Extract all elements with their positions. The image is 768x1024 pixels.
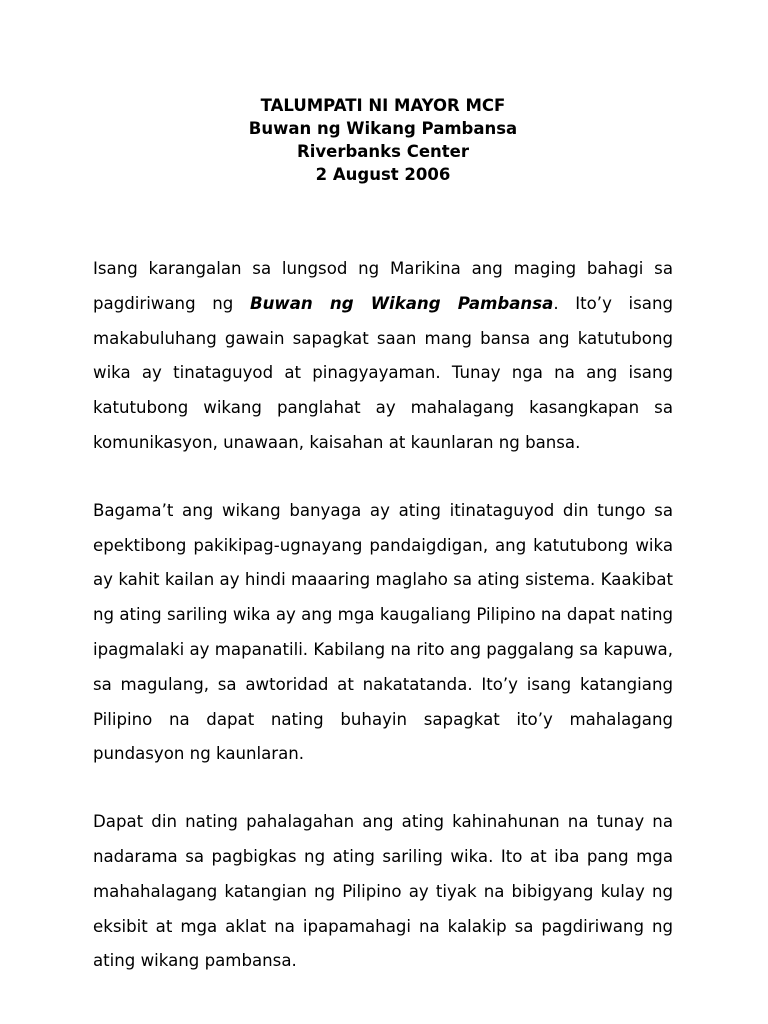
event-name: Buwan ng Wikang Pambansa — [248, 119, 518, 138]
paragraph-1-text-a: Isang karangalan sa lungsod ng Marikina ang maging bahagi sa pagdiriwang ng — [93, 259, 673, 313]
paragraph-1 — [93, 252, 673, 461]
speech-title: TALUMPATI NI MAYOR MCF — [260, 96, 506, 115]
venue: Riverbanks Center — [297, 142, 469, 161]
paragraph-1-text-b: . Ito’y isang makabuluhang gawain sapagkat saan mang bansa ang katutubong wika ay tinataguyod at pinagyayaman. Tunay nga na ang isang katutubong wikang panglahat ay mahalagang kasangkapan sa komunikasyon, unawaan, kaisahan at kaunlaran ng bansa. — [93, 293, 674, 452]
speech-header — [93, 94, 673, 186]
paragraph-1-emphasis: Buwan ng Wikang Pambansa — [249, 293, 554, 313]
paragraph-3: Dapat din nating pahalagahan ang ating kahinahunan na tunay na nadarama sa pagbigkas ng ating sariling wika. Ito at iba pang mga mahahalagang katangian ng Pilipino ay tiyak na bibigyang kulay ng eksibit at mga aklat na ipapamahagi na kalakip sa pagdiriwang ng ating wikang pambansa. — [93, 812, 673, 971]
paragraph-2: Bagama’t ang wikang banyaga ay ating itinataguyod din tungo sa epektibong pakikipag-ugnayang pandaigdigan, ang katutubong wika ay kahit kailan ay hindi maaaring maglaho sa ating sistema. Kaakibat ng ating sariling wika ay ang mga kaugaliang Pilipino na dapat nating ipagmalaki ay mapanatili. Kabilang na rito ang paggalang sa kapuwa, sa magulang, sa awtoridad at nakatatanda. Ito’y isang katangiang Pilipino na dapat nating buhayin sapagkat ito’y mahalagang pundasyon ng kaunlaran. — [93, 500, 673, 764]
speech-date: 2 August 2006 — [315, 165, 451, 184]
